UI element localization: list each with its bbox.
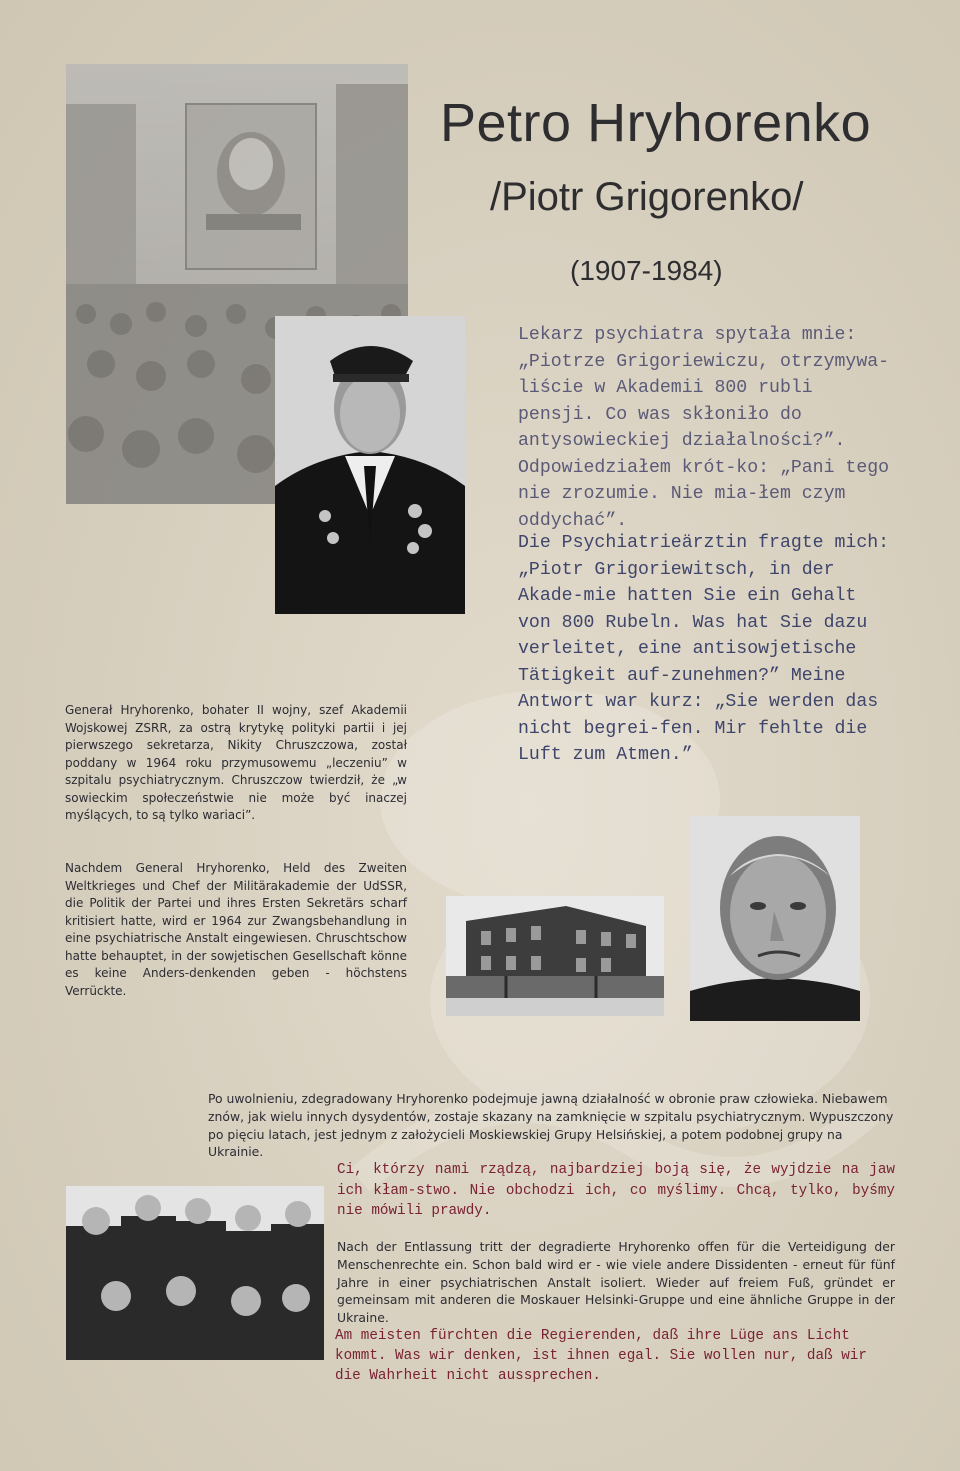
body-german: Nach der Entlassung tritt der degradierte Hryhorenko offen für die Verteidigung der Menschenrechte ein. Schon bald wird er - wie viele andere Dissidenten - erneut für fünf Jahre in einer psychiatrischen Anstalt isoliert. Wieder auf freiem Fuß, gründet er gemeinsam mit anderen die Moskauer Helsinki-Gruppe und eine ähnliche Gruppe in der Ukraine.: [337, 1239, 895, 1326]
caption-polish: Generał Hryhorenko, bohater II wojny, szef Akademii Wojskowej ZSRR, za ostrą krytykę polityki partii i jej pierwszego sekretarza, Nikity Chruszczowa, został poddany w 1964 roku przymusowemu „leczeniu” w szpitalu psychiatrycznym. Chruszczow twierdził, że „w sowieckim społeczeństwie nie może być inaczej myślących, to są tylko wariaci”.: [65, 703, 407, 822]
general-portrait-photo: [275, 316, 465, 614]
psychiatric-hospital-photo: [446, 896, 664, 1016]
page-subtitle: /Piotr Grigorenko/: [490, 175, 804, 219]
quote2-german: Am meisten fürchten die Regierenden, daß ihre Lüge ans Licht kommt. Was wir denken, ist ihnen egal. Sie wollen nur, daß wir die Wahrheit nicht aussprechen.: [335, 1328, 867, 1384]
life-years: (1907-1984): [570, 255, 723, 286]
caption-german: Nachdem General Hryhorenko, Held des Zweiten Weltkrieges und Chef der Militärakademie der UdSSR, die Politik der Partei und ihres Ersten Sekretärs scharf kritisiert hatte, wird er 1964 zur Zwangsbehandlung in eine psychiatrische Anstalt eingewiesen. Chruschtschow hatte behauptet, in der sowjetischen Gesellschaft könne es keine Anders-denkenden geben - höchstens Verrückte.: [65, 861, 407, 998]
old-age-portrait-photo: [690, 816, 860, 1021]
helsinki-group-photo: [66, 1186, 324, 1360]
page-title: Petro Hryhorenko: [440, 93, 872, 153]
quote-polish: Lekarz psychiatra spytała mnie: „Piotrze Grigoriewiczu, otrzymywa-liście w Akademii 800 rubli pensji. Co was skłoniło do antysowieckiej działalności?”. Odpowiedziałem krót-ko: „Pani tego nie zrozumie. Nie mia-łem czym oddychać”.: [518, 325, 890, 531]
quote2-polish: Ci, którzy nami rządzą, najbardziej boją się, że wyjdzie na jaw ich kłam-stwo. Nie obchodzi ich, co myślimy. Chcą, tylko, byśmy nie mówili prawdy.: [337, 1162, 895, 1219]
body-polish: Po uwolnieniu, zdegradowany Hryhorenko podejmuje jawną działalność w obronie praw człowieka. Niebawem znów, jak wielu innych dysydentów, zostaje skazany na zamknięcie w szpitalu psychiatrycznym. Wypuszczony po pięciu latach, jest jednym z założycieli Moskiewskiej Grupy Helsińskiej, a potem podobnej grupy na Ukrainie.: [208, 1091, 894, 1160]
quote-german: Die Psychiatrieärztin fragte mich: „Piotr Grigoriewitsch, in der Akade-mie hatten Sie ein Gehalt von 800 Rubeln. Was hat Sie dazu verleitet, eine antisowjetische Tätigkeit auf-zunehmen?” Meine Antwort war kurz: „Sie werden das nicht begrei-fen. Mir fehlte die Luft zum Atmen.”: [518, 533, 890, 765]
